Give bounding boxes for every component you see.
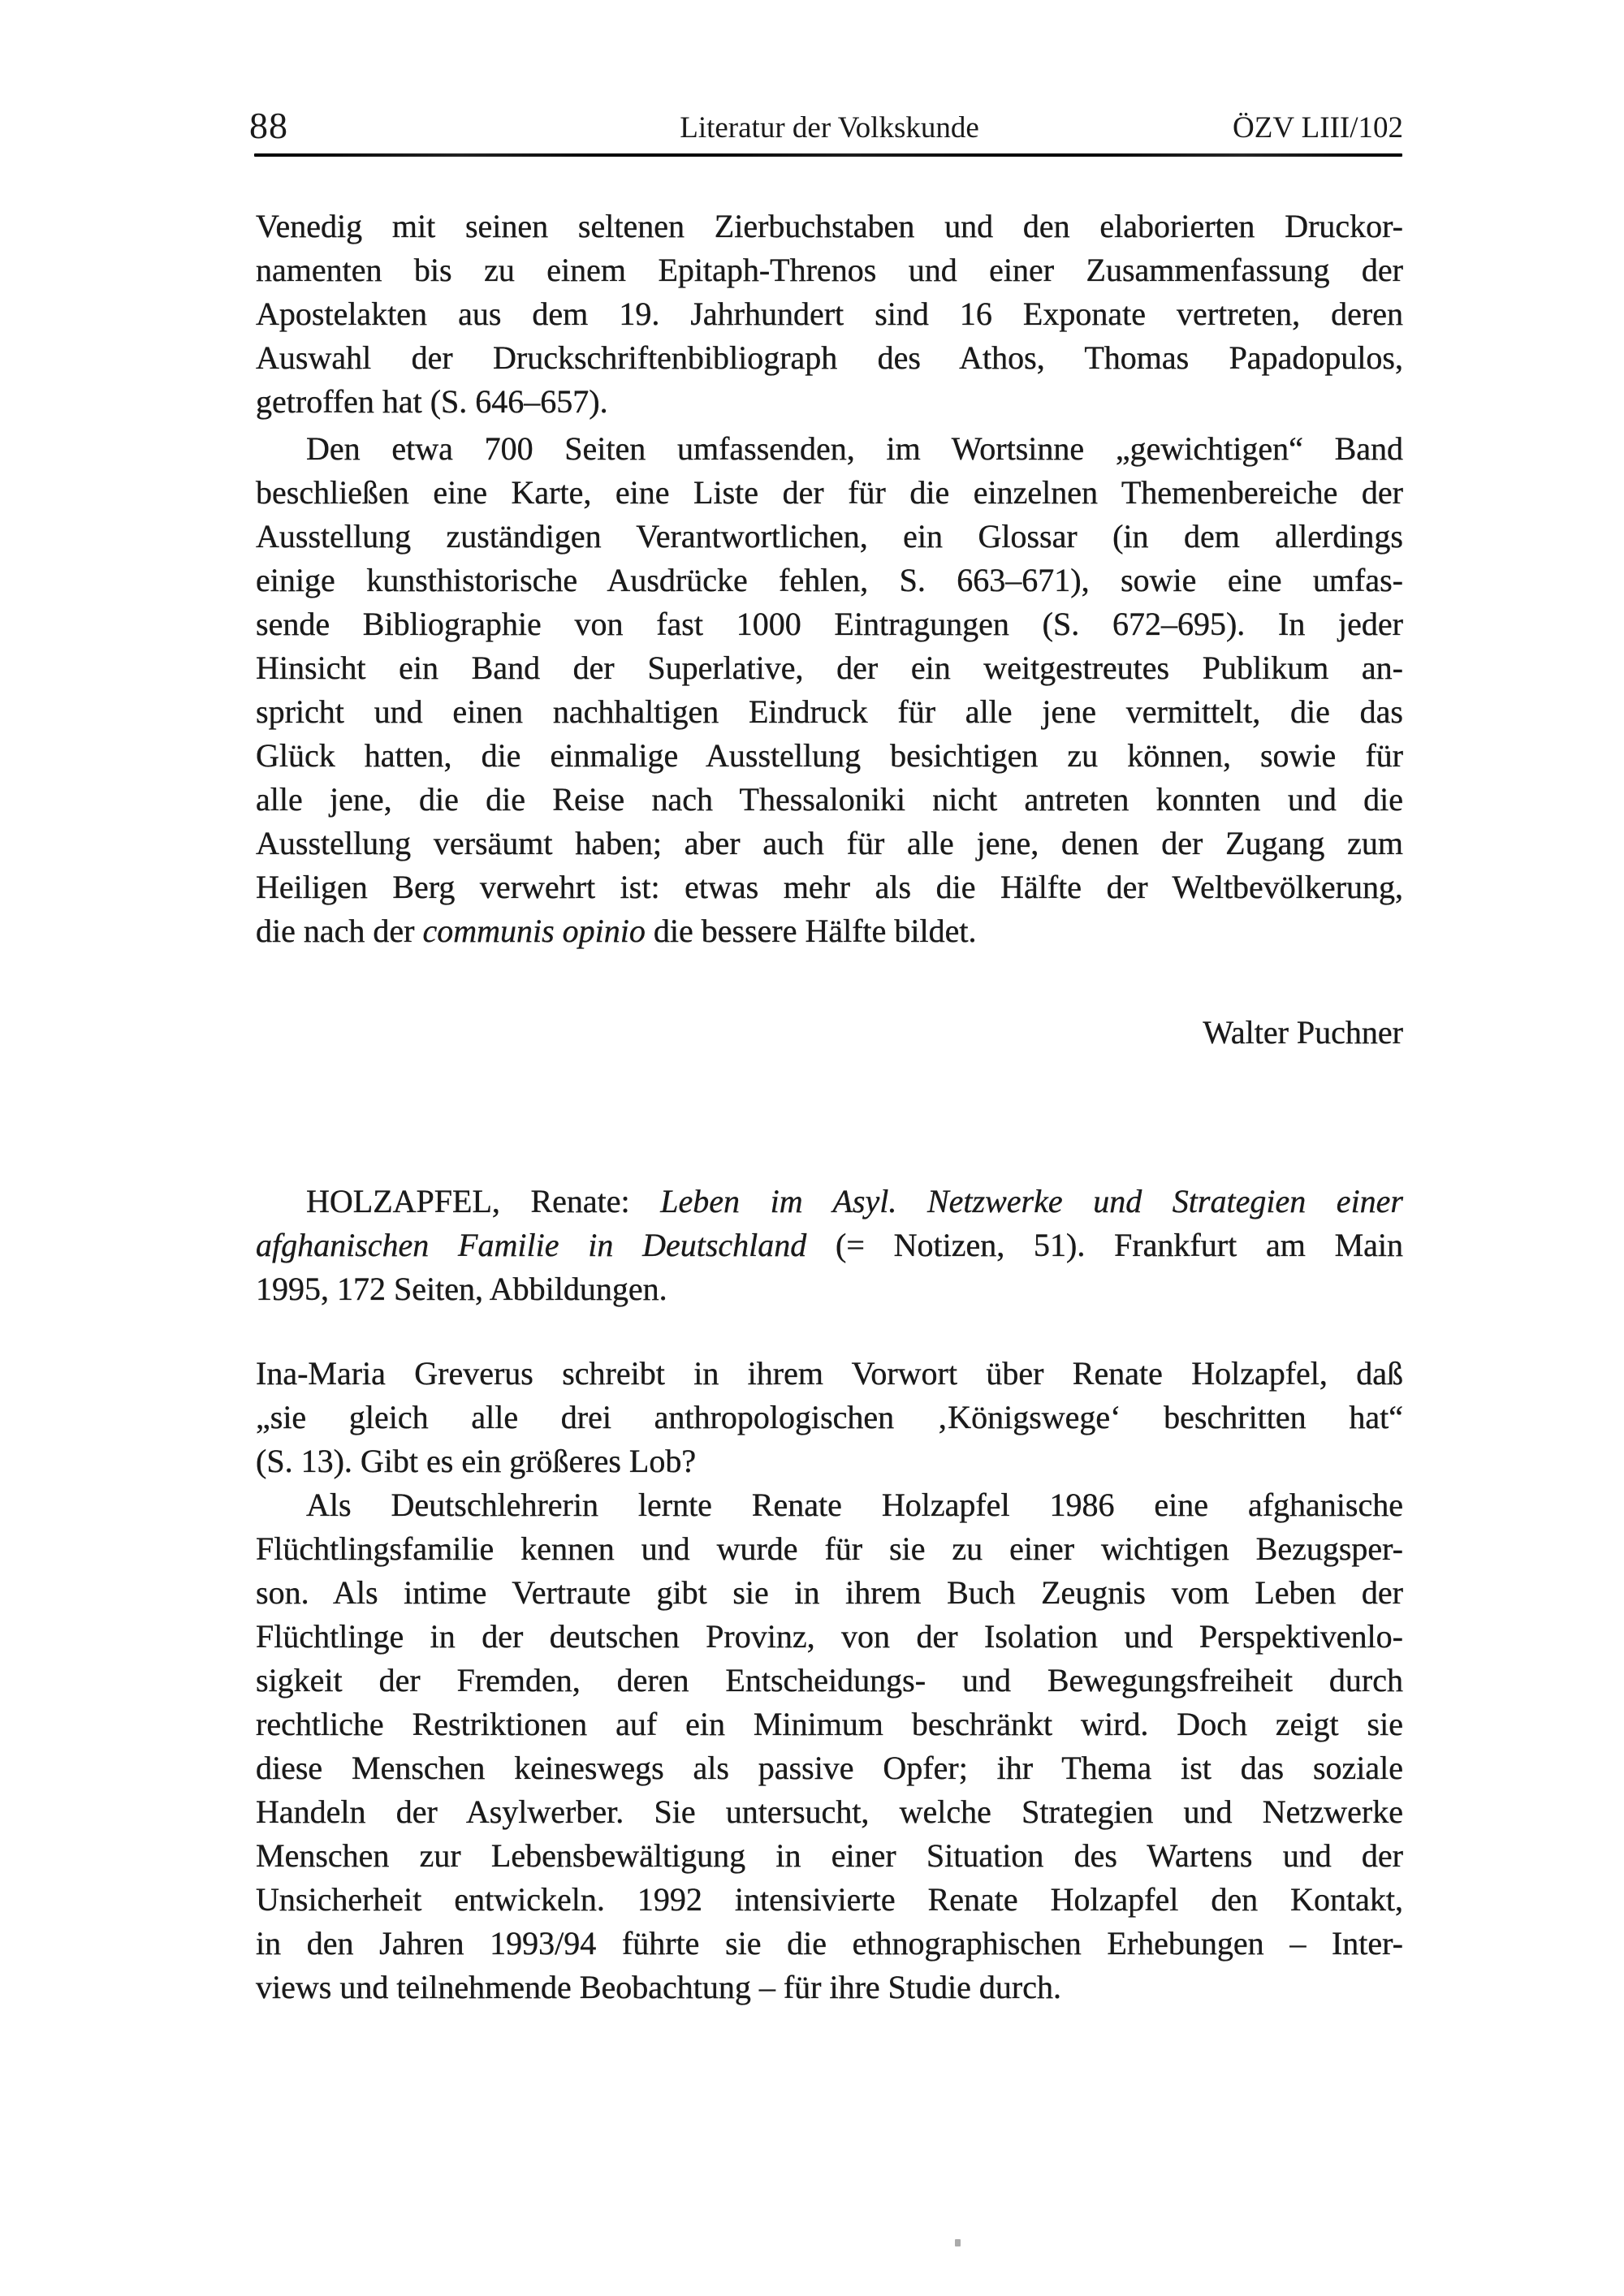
text-line xyxy=(256,1878,1403,1922)
text-line xyxy=(256,778,1403,822)
text-line xyxy=(256,292,1403,336)
reviewer-signature xyxy=(256,1011,1403,1055)
header-rule xyxy=(254,153,1402,157)
text-segment: alle jene, die die Reise nach Thessaloniki nicht antreten konnten und die xyxy=(256,781,1403,818)
text-segment: views und teilnehmende Beobachtung – für ihre Studie durch. xyxy=(256,1969,1061,2005)
text-segment: Apostelakten aus dem 19. Jahrhundert sind 16 Exponate vertreten, deren xyxy=(256,296,1403,332)
text-segment: „sie gleich alle drei anthropologischen ‚Königswege‘ beschritten hat“ xyxy=(256,1399,1403,1435)
paragraph-review xyxy=(256,1483,1403,2009)
text-line xyxy=(256,865,1403,909)
text-segment: Heiligen Berg verwehrt ist: etwas mehr als die Hälfte der Weltbevölkerung, xyxy=(256,869,1403,905)
text-line xyxy=(256,734,1403,778)
text-line xyxy=(256,602,1403,646)
text-line xyxy=(256,1659,1403,1703)
text-segment: (S. 13). Gibt es ein größeres Lob? xyxy=(256,1443,697,1479)
text-segment: Den etwa 700 Seiten umfassenden, im Wortsinne „gewichtigen“ Band xyxy=(306,430,1403,467)
text-segment: namenten bis zu einem Epitaph-Threnos und einer Zusammenfassung der xyxy=(256,252,1403,288)
text-line xyxy=(256,380,1403,424)
text-line xyxy=(256,205,1403,248)
text-line xyxy=(256,515,1403,559)
text-segment: Flüchtlingsfamilie kennen und wurde für sie zu einer wichtigen Bezugsper- xyxy=(256,1530,1403,1567)
text-segment: getroffen hat (S. 646–657). xyxy=(256,383,608,420)
text-segment: Ina-Maria Greverus schreibt in ihrem Vorwort über Renate Holzapfel, daß xyxy=(256,1355,1403,1392)
page-header xyxy=(249,97,1403,146)
text-line xyxy=(256,1615,1403,1659)
text-segment: sigkeit der Fremden, deren Entscheidungs- und Bewegungsfreiheit durch xyxy=(256,1662,1403,1698)
text-segment: Glück hatten, die einmalige Ausstellung besichtigen zu können, sowie für xyxy=(256,737,1403,774)
book-citation xyxy=(256,1180,1403,1311)
reviewer-name: Walter Puchner xyxy=(1203,1014,1403,1051)
text-segment: Menschen zur Lebensbewältigung in einer Situation des Wartens und der xyxy=(256,1837,1403,1874)
text-segment: die bessere Hälfte bildet. xyxy=(645,913,977,949)
text-line xyxy=(256,1396,1403,1439)
text-line xyxy=(256,1267,1403,1311)
text-segment: beschließen eine Karte, eine Liste der für die einzelnen Themenbereiche der xyxy=(256,474,1403,511)
text-line xyxy=(256,471,1403,515)
text-segment: son. Als intime Vertraute gibt sie in ihrem Buch Zeugnis vom Leben der xyxy=(256,1574,1403,1611)
text-segment: Ausstellung versäumt haben; aber auch für alle jene, denen der Zugang zum xyxy=(256,825,1403,861)
text-line xyxy=(256,1439,1403,1483)
text-line xyxy=(256,1966,1403,2009)
text-line xyxy=(256,1746,1403,1790)
text-line xyxy=(256,559,1403,602)
italic-text-segment: Leben im Asyl. Netzwerke und Strategien einer xyxy=(660,1183,1403,1219)
text-line xyxy=(256,1834,1403,1878)
page-number: 88 xyxy=(249,105,288,146)
scan-artifact xyxy=(955,2239,961,2246)
text-line xyxy=(256,1571,1403,1615)
text-line xyxy=(256,822,1403,865)
text-segment: Flüchtlinge in der deutschen Provinz, von der Isolation und Perspektivenlo- xyxy=(256,1618,1403,1655)
text-segment: die nach der xyxy=(256,913,423,949)
text-line xyxy=(256,1180,1403,1224)
italic-text-segment: communis opinio xyxy=(422,913,646,949)
text-segment: in den Jahren 1993/94 führte sie die ethnographischen Erhebungen – Inter- xyxy=(256,1925,1403,1962)
text-segment: diese Menschen keineswegs als passive Opfer; ihr Thema ist das soziale xyxy=(256,1750,1403,1786)
text-segment: HOLZAPFEL, Renate: xyxy=(306,1183,661,1219)
text-line xyxy=(256,646,1403,690)
page-body xyxy=(256,205,1403,2009)
text-line xyxy=(256,1922,1403,1966)
text-segment: einige kunsthistorische Ausdrücke fehlen, S. 663–671), sowie eine umfas- xyxy=(256,562,1403,598)
text-segment: Unsicherheit entwickeln. 1992 intensivierte Renate Holzapfel den Kontakt, xyxy=(256,1881,1403,1918)
text-line xyxy=(256,427,1403,471)
text-segment: Als Deutschlehrerin lernte Renate Holzapfel 1986 eine afghanische xyxy=(306,1487,1403,1523)
paragraph-greverus xyxy=(256,1352,1403,1483)
text-line xyxy=(256,1352,1403,1396)
text-segment: Handeln der Asylwerber. Sie untersucht, welche Strategien und Netzwerke xyxy=(256,1793,1403,1830)
italic-text-segment: afghanischen Familie in Deutschland xyxy=(256,1227,807,1263)
text-line xyxy=(256,1483,1403,1527)
text-segment: Ausstellung zuständigen Verantwortlichen, ein Glossar (in dem allerdings xyxy=(256,518,1403,555)
text-segment: 1995, 172 Seiten, Abbildungen. xyxy=(256,1271,667,1307)
text-line xyxy=(256,1224,1403,1267)
text-segment: rechtliche Restriktionen auf ein Minimum beschränkt wird. Doch zeigt sie xyxy=(256,1706,1403,1742)
text-segment: (= Notizen, 51). Frankfurt am Main xyxy=(806,1227,1403,1263)
text-segment: Hinsicht ein Band der Superlative, der ein weitgestreutes Publikum an- xyxy=(256,650,1403,686)
paragraph-opening xyxy=(256,205,1403,424)
paragraph-band xyxy=(256,427,1403,953)
text-line xyxy=(256,690,1403,734)
text-line xyxy=(256,336,1403,380)
text-segment: spricht und einen nachhaltigen Eindruck für alle jene vermittelt, die das xyxy=(256,693,1403,730)
journal-reference: ÖZV LIII/102 xyxy=(1233,111,1403,145)
text-segment: Venedig mit seinen seltenen Zierbuchstaben und den elaborierten Druckor- xyxy=(256,208,1403,244)
text-segment: Auswahl der Druckschriftenbibliograph des Athos, Thomas Papadopulos, xyxy=(256,339,1403,376)
text-line xyxy=(256,248,1403,292)
text-line xyxy=(256,909,1403,953)
text-segment: sende Bibliographie von fast 1000 Eintragungen (S. 672–695). In jeder xyxy=(256,606,1403,642)
text-line xyxy=(256,1703,1403,1746)
text-line xyxy=(256,1790,1403,1834)
text-line xyxy=(256,1527,1403,1571)
running-title: Literatur der Volkskunde xyxy=(680,111,979,145)
